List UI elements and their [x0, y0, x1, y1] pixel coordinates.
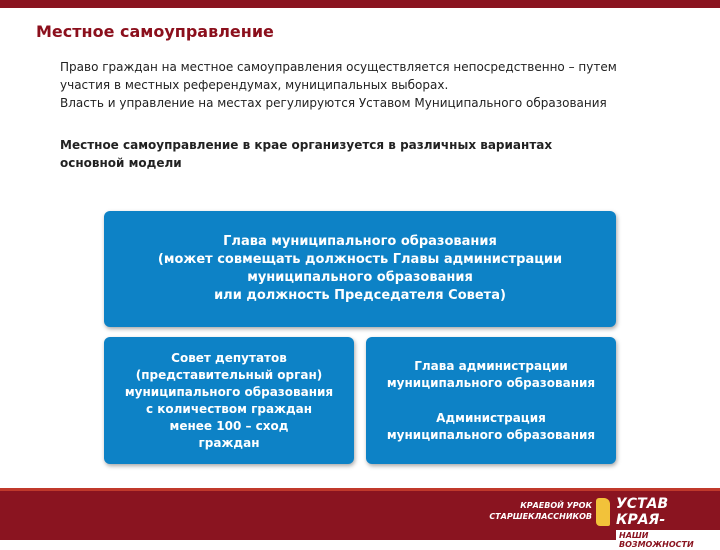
- council-line-5: менее 100 – сход: [169, 418, 289, 433]
- intro-paragraph: [60, 58, 670, 112]
- head-box-line-2: (может совмещать должность Главы администрации: [157, 252, 563, 267]
- intro-line-1: Право граждан на местное самоуправления осуществляется непосредственно – путем: [60, 60, 617, 74]
- head-box-line-4: или должность Председателя Совета): [214, 288, 506, 303]
- council-line-1: Совет депутатов: [171, 350, 287, 365]
- council-line-6: граждан: [198, 435, 260, 450]
- footer-caption-line-1: КРАЕВОЙ УРОК: [520, 501, 592, 510]
- council-line-4: с количеством граждан: [145, 401, 313, 416]
- footer-caption: [489, 500, 592, 522]
- head-box-line-1: Глава муниципального образования: [223, 234, 497, 249]
- model-line-2: основной модели: [60, 156, 182, 170]
- footer-stripe: [0, 488, 720, 491]
- footer-bar: [0, 488, 720, 549]
- brand-logo: [616, 496, 720, 550]
- admin-line-1: Администрация: [436, 410, 546, 425]
- intro-line-2: участия в местных референдумах, муниципальных выборах.: [60, 78, 449, 92]
- model-line-1: Местное самоуправление в крае организуется в различных вариантах: [60, 138, 553, 152]
- council-line-2: (представительный орган): [135, 367, 323, 382]
- head-of-municipality-box: [104, 211, 616, 327]
- head-box-line-3: муниципального образования: [247, 270, 473, 285]
- brand-main-text: УСТАВ КРАЯ-: [616, 496, 669, 528]
- intro-line-3: Власть и управление на местах регулируются Уставом Муниципального образования: [60, 96, 607, 110]
- council-box: [104, 337, 354, 464]
- admin-head-line-1: Глава администрации: [414, 358, 568, 373]
- admin-head-line-2: муниципального образования: [386, 375, 596, 390]
- top-bar: [0, 0, 720, 8]
- brand-sub-text: НАШИ ВОЗМОЖНОСТИ: [616, 530, 720, 550]
- footer-caption-line-2: СТАРШЕКЛАССНИКОВ: [489, 512, 592, 521]
- slide-title: Местное самоуправление: [36, 22, 274, 41]
- admin-line-2: муниципального образования: [386, 427, 596, 442]
- administration-box: [366, 337, 616, 464]
- model-paragraph: [60, 136, 580, 172]
- council-line-3: муниципального образования: [124, 384, 334, 399]
- region-emblem-icon: [596, 498, 610, 526]
